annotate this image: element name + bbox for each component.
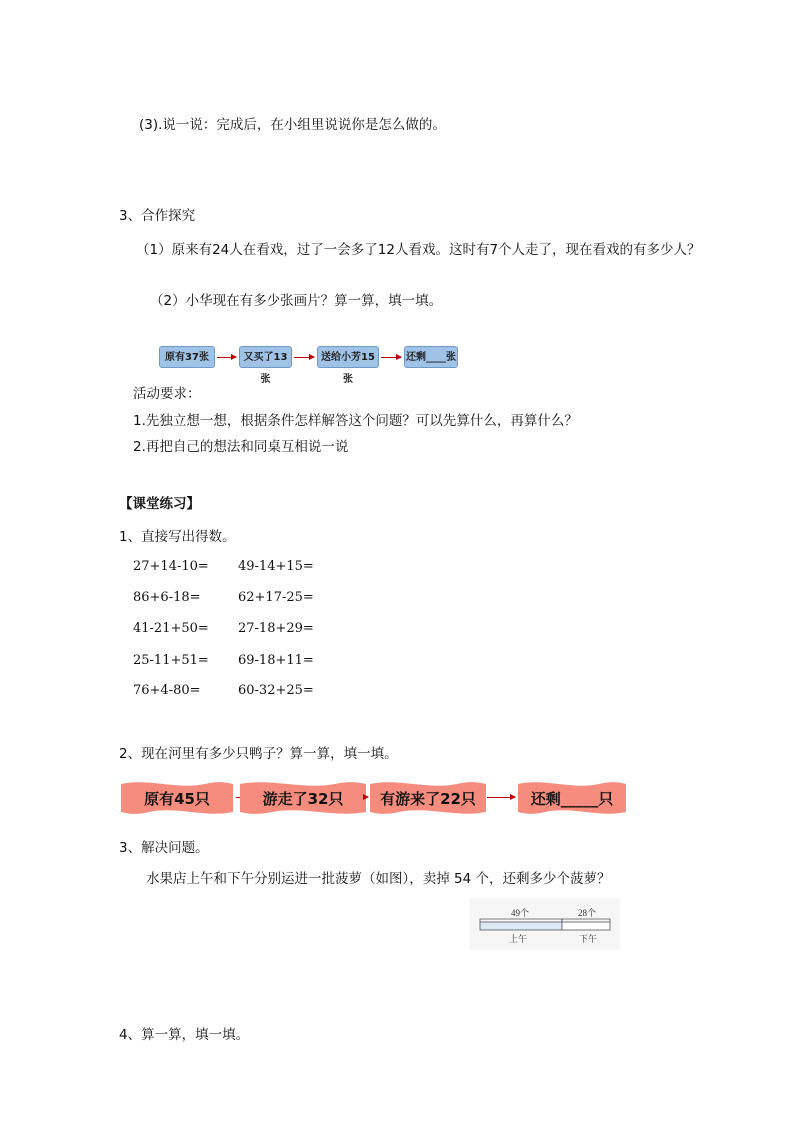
requirement-1: 1.先独立想一想，根据条件怎样解答这个问题？可以先算什么，再算什么？ [133, 413, 578, 429]
flow-box-remaining: 还剩____张 [404, 346, 458, 368]
flow-arrow [487, 797, 515, 798]
calc-item: 41-21+50= [133, 621, 209, 636]
exercise-3-problem: 水果店上午和下午分别运进一批菠萝（如图），卖掉 54 个，还剩多少个菠萝？ [146, 871, 611, 887]
exercise-2-heading: 2、现在河里有多少只鸭子？算一算，填一填。 [119, 746, 398, 762]
flow-box-bought: 又买了13张 [239, 346, 292, 368]
calc-item: 27+14-10= [133, 559, 209, 574]
bar-pm [562, 922, 610, 930]
bar-pm-top-label: 28个 [577, 908, 597, 918]
duck-banner-label: 游走了32只 [262, 789, 344, 808]
calc-item: 62+17-25= [238, 590, 314, 605]
flow-box-gave: 送给小芳15张 [317, 346, 379, 368]
calc-item: 25-11+51= [133, 653, 209, 668]
bar-am [480, 922, 562, 930]
bar-am-bottom-label: 上午 [508, 935, 528, 945]
duck-banner-came [370, 780, 486, 816]
question-1: （1）原来有24人在看戏，过了一会多了12人看戏。这时有7个人走了，现在看戏的有多少人？ [136, 242, 701, 258]
duck-banner-start [121, 780, 233, 816]
bar-am-bracket [480, 919, 562, 922]
flow-box-start: 原有37张 [159, 346, 215, 368]
requirements-title: 活动要求： [133, 386, 201, 402]
calc-item: 27-18+29= [238, 621, 314, 636]
exercise-3-heading: 3、解决问题。 [119, 840, 209, 856]
calc-item: 76+4-80= [133, 683, 201, 698]
calc-item: 86+6-18= [133, 590, 201, 605]
calc-item: 60-32+25= [238, 683, 314, 698]
flow-arrow [294, 357, 314, 358]
duck-banner-left [240, 780, 366, 816]
exercise-4-heading: 4、算一算，填一填。 [119, 1027, 250, 1043]
duck-banner-label: 还剩_____只 [530, 789, 614, 808]
question-2: （2）小华现在有多少张画片？算一算，填一填。 [150, 293, 443, 309]
requirement-2: 2.再把自己的想法和同桌互相说一说 [133, 439, 349, 455]
flow-arrow [217, 357, 236, 358]
flow-arrow [381, 357, 401, 358]
exercise-1-heading: 1、直接写出得数。 [119, 529, 236, 545]
duck-banner-label: 有游来了22只 [380, 789, 476, 808]
practice-title: 【课堂练习】 [119, 496, 200, 512]
duck-banner-remaining [518, 780, 626, 816]
bar-pm-bracket [562, 919, 610, 922]
section-heading-cooperation: 3、合作探究 [119, 208, 196, 224]
pineapple-bar-diagram [470, 898, 620, 950]
duck-banner-label: 原有45只 [144, 789, 210, 808]
calc-item: 69-18+11= [238, 653, 314, 668]
calc-item: 49-14+15= [238, 559, 314, 574]
bar-pm-bottom-label: 下午 [578, 935, 598, 945]
bar-am-top-label: 49个 [510, 908, 530, 918]
part3-instruction: (3).说一说：完成后，在小组里说说你是怎么做的。 [139, 117, 446, 133]
